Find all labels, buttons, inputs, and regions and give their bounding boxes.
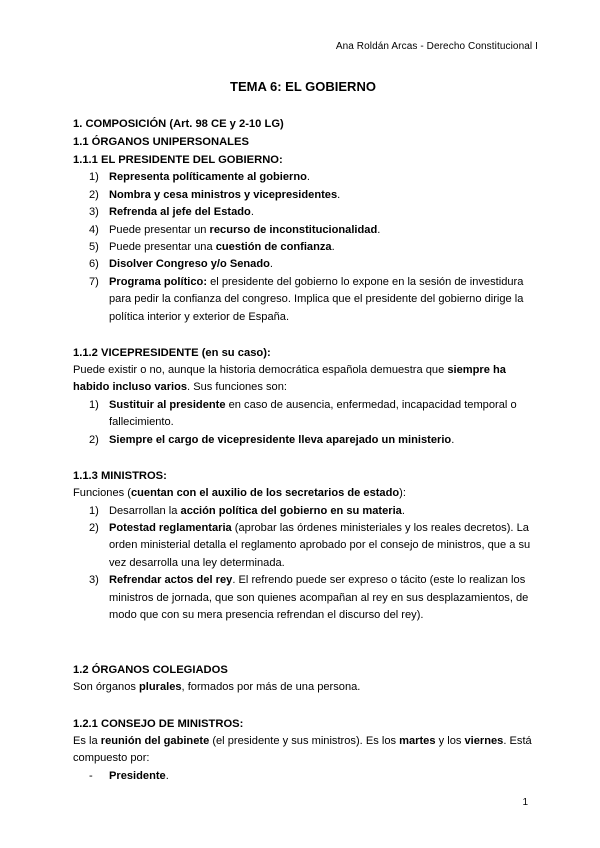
vicepresidente-intro: Puede existir o no, aunque la historia democrática española demuestra que siempre ha habido incluso varios. Sus funciones son: [73, 364, 506, 394]
list-item: 2) Potestad reglamentaria (aprobar las órdenes ministeriales y los reales decretos). La orden ministerial detalla el reglamento aprobado por el consejo de ministros, que a su vez desarrolla una ley determinada. [89, 521, 531, 569]
list-item: 4) Puede presentar un recurso de inconstitucionalidad. [89, 223, 381, 236]
section-heading-vicepresidente: 1.1.2 VICEPRESIDENTE (en su caso): [73, 347, 271, 360]
list-item: 2) Nombra y cesa ministros y vicepresidentes. [89, 188, 341, 201]
list-item: 6) Disolver Congreso y/o Senado. [89, 258, 273, 271]
presidente-functions-list [73, 169, 533, 326]
consejo-ministros-members-list [73, 768, 533, 785]
ministros-functions-list [73, 503, 533, 625]
vicepresidente-functions-list [73, 397, 533, 449]
section-heading-presidente: 1.1.1 EL PRESIDENTE DEL GOBIERNO: [73, 154, 283, 167]
list-item: 3) Refrendar actos del rey. El refrendo puede ser expreso o tácito (este lo realizan los ministros de jornada, que son quienes acompañan al rey en sus desplazamientos, de modo que con su mera presencia refrendan el discurso del rey). [89, 574, 529, 621]
ministros-intro: Funciones (cuentan con el auxilio de los secretarios de estado): [73, 487, 406, 500]
list-item: 1) Representa políticamente al gobierno. [89, 171, 310, 184]
section-heading-organos-unipersonales: 1.1 ÓRGANOS UNIPERSONALES [73, 136, 249, 149]
section-heading-composicion: 1. COMPOSICIÓN (Art. 98 CE y 2-10 LG) [73, 118, 284, 131]
page-number: 1 [522, 797, 528, 808]
list-item: 5) Puede presentar una cuestión de confianza. [89, 241, 335, 254]
list-item: 3) Refrenda al jefe del Estado. [89, 206, 254, 219]
section-heading-organos-colegiados: 1.2 ÓRGANOS COLEGIADOS [73, 664, 228, 677]
consejo-ministros-intro: Es la reunión del gabinete (el presidente y sus ministros). Es los martes y los viernes. Está compuesto por: [73, 734, 532, 765]
running-header: Ana Roldán Arcas - Derecho Constitucional I [335, 41, 538, 52]
list-item: 2) Siempre el cargo de vicepresidente lleva aparejado un ministerio. [89, 433, 455, 446]
list-item: 7) Programa político: el presidente del gobierno lo expone en la sesión de investidura para pedir la confianza del congreso. Implica que el presidente del gobierno dirige la política interior y exterior de España. [89, 275, 524, 323]
section-heading-consejo-ministros: 1.2.1 CONSEJO DE MINISTROS: [73, 717, 244, 730]
document-body [73, 78, 533, 785]
list-item: 1) Sustituir al presidente en caso de ausencia, enfermedad, incapacidad temporal o fallecimiento. [89, 398, 517, 429]
list-item: 1) Desarrollan la acción política del gobierno en su materia. [89, 504, 405, 517]
organos-colegiados-intro: Son órganos plurales, formados por más de una persona. [73, 681, 361, 694]
page-title: TEMA 6: EL GOBIERNO [230, 79, 376, 94]
list-item: - Presidente. [89, 769, 169, 782]
section-heading-ministros: 1.1.3 MINISTROS: [73, 470, 167, 483]
